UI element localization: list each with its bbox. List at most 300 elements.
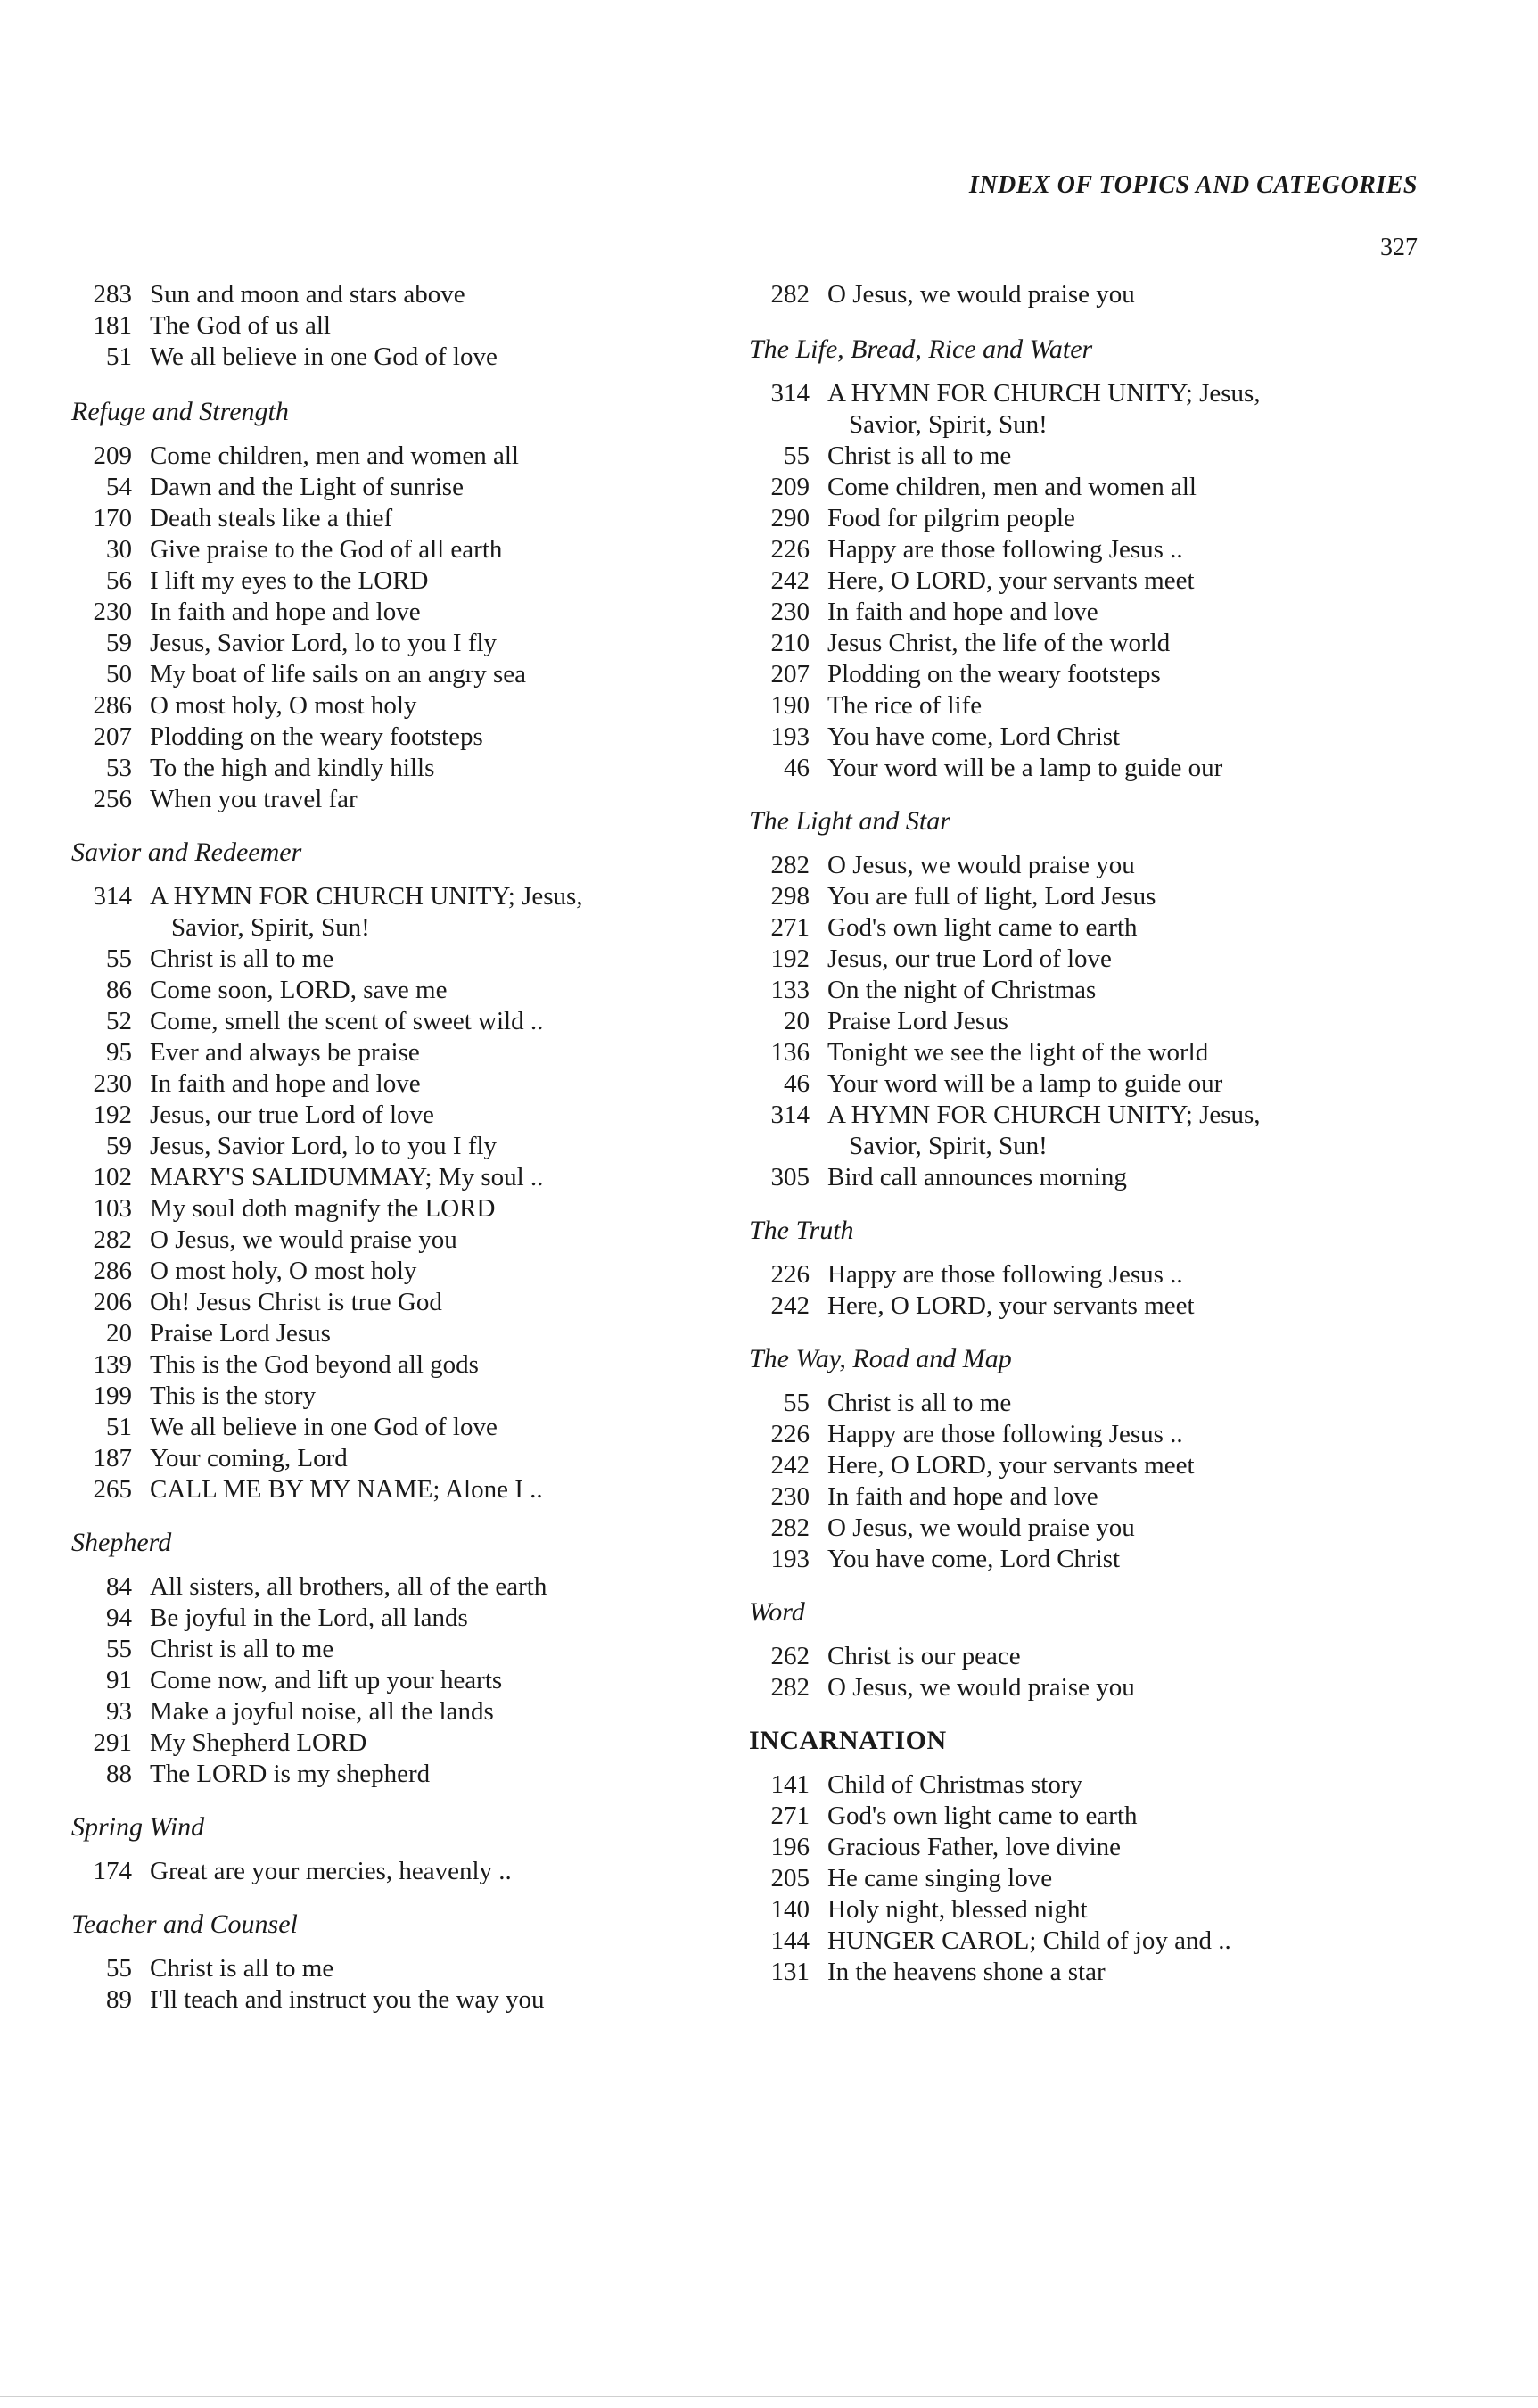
hymn-number: 291 xyxy=(93,1728,132,1757)
hymn-title xyxy=(827,1801,1373,1832)
index-entry xyxy=(71,784,695,815)
hymn-number: 305 xyxy=(770,1163,810,1192)
hymn-number: 190 xyxy=(770,691,810,720)
hymn-title xyxy=(150,1162,695,1193)
hymn-title-text: Christ is all to me xyxy=(150,1635,334,1663)
index-entry xyxy=(71,1571,695,1603)
index-entry xyxy=(749,378,1373,441)
index-entry xyxy=(749,881,1373,912)
index-entry xyxy=(749,628,1373,659)
hymn-number: 95 xyxy=(106,1038,132,1067)
index-entry xyxy=(749,753,1373,784)
hymn-title xyxy=(150,1603,695,1634)
hymn-number: 52 xyxy=(106,1007,132,1035)
topic-section xyxy=(71,833,695,1505)
hymn-number: 230 xyxy=(770,598,810,626)
hymn-number: 230 xyxy=(770,1482,810,1511)
hymn-number: 174 xyxy=(93,1857,132,1885)
hymn-number: 46 xyxy=(784,1069,810,1098)
hymn-title-text: Plodding on the weary footsteps xyxy=(827,660,1161,689)
index-entry xyxy=(71,944,695,975)
hymn-title-text: We all believe in one God of love xyxy=(150,342,498,371)
topic-section xyxy=(749,1721,1373,1988)
hymn-title-text: Here, O LORD, your servants meet xyxy=(827,1451,1195,1480)
hymn-title-text: A HYMN FOR CHURCH UNITY; Jesus, xyxy=(827,1101,1261,1129)
index-entry xyxy=(749,565,1373,597)
hymn-title xyxy=(150,1349,695,1381)
index-entry xyxy=(71,1759,695,1790)
section-heading: The Life, Bread, Rice and Water xyxy=(749,334,1093,364)
hymn-title xyxy=(827,378,1373,441)
section-heading: Teacher and Counsel xyxy=(71,1909,298,1939)
index-entry xyxy=(749,690,1373,722)
hymn-title xyxy=(827,279,1373,310)
index-entry xyxy=(71,1665,695,1696)
hymn-title-text: O Jesus, we would praise you xyxy=(150,1225,457,1254)
hymn-title xyxy=(827,1957,1373,1988)
index-entry xyxy=(71,597,695,628)
hymn-number: 192 xyxy=(770,944,810,973)
index-entry xyxy=(749,1450,1373,1481)
hymn-title-text: O Jesus, we would praise you xyxy=(827,1673,1135,1702)
hymn-title-text: Christ is our peace xyxy=(827,1642,1021,1670)
hymn-title-text: CALL ME BY MY NAME; Alone I .. xyxy=(150,1475,543,1504)
index-entry xyxy=(749,1641,1373,1672)
hymn-number: 46 xyxy=(784,754,810,782)
continued-entries xyxy=(71,279,695,373)
index-entry xyxy=(749,441,1373,472)
hymn-title xyxy=(150,1571,695,1603)
hymn-number: 298 xyxy=(770,882,810,911)
index-entry xyxy=(71,1984,695,2016)
hymn-number: 53 xyxy=(106,754,132,782)
index-entry xyxy=(71,1162,695,1193)
index-entry xyxy=(749,597,1373,628)
hymn-title-text: Jesus, Savior Lord, lo to you I fly xyxy=(150,1132,498,1160)
hymn-number: 282 xyxy=(770,1673,810,1702)
hymn-title xyxy=(827,1894,1373,1926)
hymn-title xyxy=(150,1759,695,1790)
hymn-title-text: Come soon, LORD, save me xyxy=(150,976,448,1004)
page-number: 327 xyxy=(1380,234,1418,261)
hymn-number: 139 xyxy=(93,1350,132,1379)
index-entry xyxy=(749,722,1373,753)
hymn-number: 196 xyxy=(770,1833,810,1861)
hymn-title-text: Christ is all to me xyxy=(150,1954,334,1983)
hymn-title xyxy=(827,534,1373,565)
hymn-title xyxy=(827,1769,1373,1801)
index-entry xyxy=(71,503,695,534)
hymn-title-text: In faith and hope and love xyxy=(150,1069,421,1098)
hymn-title xyxy=(150,659,695,690)
index-entry xyxy=(71,472,695,503)
hymn-title xyxy=(150,342,695,373)
topic-section xyxy=(749,1211,1373,1322)
hymn-title-text: Praise Lord Jesus xyxy=(150,1319,331,1348)
index-entry xyxy=(71,975,695,1006)
hymn-number: 226 xyxy=(770,535,810,564)
hymn-title xyxy=(150,1131,695,1162)
hymn-number: 207 xyxy=(770,660,810,689)
hymn-title xyxy=(827,503,1373,534)
hymn-title xyxy=(827,912,1373,944)
index-entry xyxy=(749,1291,1373,1322)
hymn-title-text: I'll teach and instruct you the way you xyxy=(150,1985,545,2014)
hymn-title-text: Christ is all to me xyxy=(827,441,1012,470)
index-entry xyxy=(71,1443,695,1474)
hymn-number: 94 xyxy=(106,1604,132,1632)
hymn-title xyxy=(827,628,1373,659)
topic-section xyxy=(71,392,695,815)
hymn-number: 230 xyxy=(93,598,132,626)
hymn-title-text: Your word will be a lamp to guide our xyxy=(827,1069,1223,1098)
hymn-number: 199 xyxy=(93,1381,132,1410)
hymn-number: 91 xyxy=(106,1666,132,1695)
hymn-number: 141 xyxy=(770,1770,810,1799)
hymn-title xyxy=(827,1832,1373,1863)
hymn-title xyxy=(827,659,1373,690)
hymn-title xyxy=(827,975,1373,1006)
hymn-title-text: Jesus, Savior Lord, lo to you I fly xyxy=(150,629,498,657)
hymn-title xyxy=(827,881,1373,912)
hymn-title xyxy=(827,1513,1373,1544)
hymn-title-text: You have come, Lord Christ xyxy=(827,722,1121,751)
hymn-number: 56 xyxy=(106,566,132,595)
hymn-title-text: When you travel far xyxy=(150,785,358,813)
hymn-title xyxy=(150,1068,695,1100)
index-entry xyxy=(71,1225,695,1256)
hymn-title xyxy=(150,1728,695,1759)
index-entry xyxy=(749,1769,1373,1801)
hymn-title-text: Plodding on the weary footsteps xyxy=(150,722,483,751)
hymn-title xyxy=(150,1665,695,1696)
hymn-title xyxy=(827,850,1373,881)
hymn-number: 55 xyxy=(784,1389,810,1417)
index-entry xyxy=(749,1068,1373,1100)
hymn-title-text: Christ is all to me xyxy=(827,1389,1012,1417)
hymn-title xyxy=(827,1641,1373,1672)
hymn-number: 93 xyxy=(106,1697,132,1726)
hymn-number: 59 xyxy=(106,1132,132,1160)
hymn-title-text: You are full of light, Lord Jesus xyxy=(827,882,1156,911)
index-entry xyxy=(749,1863,1373,1894)
index-entry xyxy=(71,1634,695,1665)
index-entry xyxy=(71,690,695,722)
index-entry xyxy=(71,1603,695,1634)
hymn-number: 242 xyxy=(770,1451,810,1480)
hymn-title xyxy=(827,1450,1373,1481)
hymn-title xyxy=(150,628,695,659)
index-entry xyxy=(71,1131,695,1162)
section-heading: Shepherd xyxy=(71,1528,172,1557)
hymn-number: 51 xyxy=(106,1413,132,1441)
index-entry xyxy=(749,912,1373,944)
hymn-number: 84 xyxy=(106,1572,132,1601)
hymn-title xyxy=(827,722,1373,753)
hymn-number: 242 xyxy=(770,1291,810,1320)
hymn-title-text: Jesus, our true Lord of love xyxy=(150,1101,434,1129)
index-entry xyxy=(749,1162,1373,1193)
hymn-title-text: Tonight we see the light of the world xyxy=(827,1038,1209,1067)
hymn-title-text: He came singing love xyxy=(827,1864,1053,1893)
index-entry xyxy=(749,1037,1373,1068)
hymn-title-text: O Jesus, we would praise you xyxy=(827,1513,1135,1542)
hymn-number: 192 xyxy=(93,1101,132,1129)
hymn-title-text: My Shepherd LORD xyxy=(150,1728,367,1757)
hymn-title-text: Make a joyful noise, all the lands xyxy=(150,1697,494,1726)
hymn-title xyxy=(150,472,695,503)
section-heading: INCARNATION xyxy=(749,1726,947,1755)
right-column xyxy=(749,279,1373,2006)
hymn-number: 290 xyxy=(770,504,810,532)
topic-section xyxy=(71,1523,695,1790)
hymn-title xyxy=(150,784,695,815)
hymn-title-text: God's own light came to earth xyxy=(827,1802,1138,1830)
hymn-title-text: Be joyful in the Lord, all lands xyxy=(150,1604,468,1632)
hymn-title xyxy=(827,1291,1373,1322)
index-entry xyxy=(71,1100,695,1131)
hymn-number: 271 xyxy=(770,1802,810,1830)
hymn-title xyxy=(827,1544,1373,1575)
hymn-title xyxy=(827,472,1373,503)
hymn-title xyxy=(150,1443,695,1474)
hymn-title-text: Come, smell the scent of sweet wild .. xyxy=(150,1007,544,1035)
hymn-title-text: My boat of life sails on an angry sea xyxy=(150,660,527,689)
hymn-title xyxy=(150,441,695,472)
topic-section xyxy=(749,1593,1373,1703)
hymn-title xyxy=(150,503,695,534)
index-entry xyxy=(71,1256,695,1287)
index-entry xyxy=(71,1037,695,1068)
index-entry xyxy=(71,1412,695,1443)
index-entry xyxy=(71,1381,695,1412)
hymn-title xyxy=(150,1412,695,1443)
hymn-number: 55 xyxy=(106,1635,132,1663)
index-entry xyxy=(749,279,1373,310)
hymn-title xyxy=(827,1388,1373,1419)
hymn-title xyxy=(150,279,695,310)
index-entry xyxy=(749,944,1373,975)
hymn-number: 51 xyxy=(106,342,132,371)
hymn-title xyxy=(150,1318,695,1349)
hymn-title-text: All sisters, all brothers, all of the earth xyxy=(150,1572,547,1601)
index-entry xyxy=(71,565,695,597)
hymn-title xyxy=(150,1193,695,1225)
index-entry xyxy=(749,850,1373,881)
hymn-title-text: MARY'S SALIDUMMAY; My soul .. xyxy=(150,1163,544,1192)
hymn-title xyxy=(827,1037,1373,1068)
hymn-title-text: On the night of Christmas xyxy=(827,976,1097,1004)
hymn-number: 170 xyxy=(93,504,132,532)
index-entry xyxy=(71,441,695,472)
hymn-title xyxy=(150,534,695,565)
hymn-number: 193 xyxy=(770,1545,810,1573)
hymn-title-text: HUNGER CAROL; Child of joy and .. xyxy=(827,1926,1231,1955)
hymn-title-text: Praise Lord Jesus xyxy=(827,1007,1008,1035)
index-entry xyxy=(71,1856,695,1887)
hymn-title-text: Come children, men and women all xyxy=(827,473,1197,501)
hymn-number: 54 xyxy=(106,473,132,501)
index-entry xyxy=(71,1474,695,1505)
hymn-title xyxy=(150,565,695,597)
hymn-number: 286 xyxy=(93,1257,132,1285)
hymn-title xyxy=(150,1953,695,1984)
hymn-title-text: O Jesus, we would praise you xyxy=(827,280,1135,309)
hymn-title-text: Sun and moon and stars above xyxy=(150,280,465,309)
hymn-title xyxy=(827,944,1373,975)
hymn-title-text: In faith and hope and love xyxy=(827,598,1098,626)
hymn-number: 314 xyxy=(770,379,810,408)
index-entry xyxy=(749,1513,1373,1544)
index-entry xyxy=(749,1832,1373,1863)
hymn-title xyxy=(827,1481,1373,1513)
hymn-title xyxy=(150,1696,695,1728)
hymn-title-text: God's own light came to earth xyxy=(827,913,1138,942)
index-entry xyxy=(749,1926,1373,1957)
hymn-number: 226 xyxy=(770,1260,810,1289)
index-entry xyxy=(749,1544,1373,1575)
hymn-number: 256 xyxy=(93,785,132,813)
index-entry xyxy=(749,472,1373,503)
hymn-title xyxy=(150,1037,695,1068)
hymn-title-text: O most holy, O most holy xyxy=(150,691,417,720)
hymn-title xyxy=(827,1162,1373,1193)
hymn-number: 262 xyxy=(770,1642,810,1670)
hymn-title-text: Dawn and the Light of sunrise xyxy=(150,473,464,501)
hymn-title xyxy=(150,597,695,628)
index-entry xyxy=(71,628,695,659)
index-entry xyxy=(71,1953,695,1984)
index-entry xyxy=(71,1318,695,1349)
index-entry xyxy=(71,722,695,753)
hymn-number: 210 xyxy=(770,629,810,657)
index-entry xyxy=(71,534,695,565)
hymn-title-text: Oh! Jesus Christ is true God xyxy=(150,1288,442,1316)
hymn-title xyxy=(150,310,695,342)
index-entry xyxy=(749,1100,1373,1162)
hymn-title xyxy=(150,722,695,753)
hymn-number: 206 xyxy=(93,1288,132,1316)
hymn-title xyxy=(150,1634,695,1665)
hymn-title-text: Christ is all to me xyxy=(150,944,334,973)
hymn-title xyxy=(827,441,1373,472)
hymn-title xyxy=(150,1984,695,2016)
hymn-title-text: Come now, and lift up your hearts xyxy=(150,1666,503,1695)
hymn-title-text: The rice of life xyxy=(827,691,983,720)
hymn-title xyxy=(827,1863,1373,1894)
topic-section xyxy=(749,330,1373,784)
hymn-title xyxy=(150,1100,695,1131)
hymn-title-text: This is the story xyxy=(150,1381,317,1410)
topic-section xyxy=(749,802,1373,1193)
index-entry xyxy=(71,659,695,690)
hymn-title xyxy=(827,597,1373,628)
hymn-title xyxy=(150,1256,695,1287)
index-entry xyxy=(71,881,695,944)
hymn-title xyxy=(150,944,695,975)
hymn-title-text: Here, O LORD, your servants meet xyxy=(827,1291,1195,1320)
hymn-title xyxy=(150,1856,695,1887)
hymn-title xyxy=(150,1287,695,1318)
hymn-title xyxy=(150,690,695,722)
index-entry xyxy=(71,279,695,310)
index-entry xyxy=(749,503,1373,534)
hymn-title xyxy=(827,690,1373,722)
index-entry xyxy=(71,1349,695,1381)
continued-entries xyxy=(749,279,1373,310)
index-entry xyxy=(71,753,695,784)
index-entry xyxy=(749,659,1373,690)
hymn-title xyxy=(827,1672,1373,1703)
hymn-number: 133 xyxy=(770,976,810,1004)
hymn-title-text: Give praise to the God of all earth xyxy=(150,535,503,564)
index-entry xyxy=(749,1419,1373,1450)
hymn-number: 88 xyxy=(106,1760,132,1788)
hymn-title xyxy=(827,1259,1373,1291)
hymn-number: 136 xyxy=(770,1038,810,1067)
hymn-title-text: Gracious Father, love divine xyxy=(827,1833,1122,1861)
hymn-number: 226 xyxy=(770,1420,810,1448)
hymn-number: 282 xyxy=(770,851,810,879)
hymn-title-text: Death steals like a thief xyxy=(150,504,393,532)
index-entry xyxy=(749,1481,1373,1513)
hymn-title-continuation: Savior, Spirit, Sun! xyxy=(849,410,1048,439)
hymn-number: 242 xyxy=(770,566,810,595)
hymn-title xyxy=(150,1474,695,1505)
hymn-title-continuation: Savior, Spirit, Sun! xyxy=(849,1132,1048,1160)
hymn-number: 144 xyxy=(770,1926,810,1955)
hymn-title-text: Come children, men and women all xyxy=(150,441,519,470)
hymn-title-text: The God of us all xyxy=(150,311,331,340)
hymn-number: 20 xyxy=(784,1007,810,1035)
hymn-number: 314 xyxy=(93,882,132,911)
hymn-number: 282 xyxy=(93,1225,132,1254)
hymn-title xyxy=(150,753,695,784)
hymn-number: 205 xyxy=(770,1864,810,1893)
hymn-number: 55 xyxy=(106,1954,132,1983)
hymn-title-text: Your coming, Lord xyxy=(150,1444,348,1472)
hymn-title xyxy=(150,1006,695,1037)
index-entry xyxy=(71,342,695,373)
topic-section xyxy=(71,1808,695,1887)
hymn-title xyxy=(150,881,695,944)
hymn-title xyxy=(827,1006,1373,1037)
index-entry xyxy=(71,1728,695,1759)
hymn-number: 209 xyxy=(93,441,132,470)
hymn-title-text: A HYMN FOR CHURCH UNITY; Jesus, xyxy=(827,379,1261,408)
hymn-title-text: Jesus Christ, the life of the world xyxy=(827,629,1171,657)
hymn-title-text: Happy are those following Jesus .. xyxy=(827,1420,1183,1448)
hymn-title-text: Food for pilgrim people xyxy=(827,504,1075,532)
hymn-number: 271 xyxy=(770,913,810,942)
hymn-title-text: Great are your mercies, heavenly .. xyxy=(150,1857,512,1885)
hymn-title-text: Holy night, blessed night xyxy=(827,1895,1088,1924)
hymn-number: 230 xyxy=(93,1069,132,1098)
index-entry xyxy=(71,310,695,342)
hymn-number: 86 xyxy=(106,976,132,1004)
index-entry xyxy=(71,1287,695,1318)
bottom-rule xyxy=(0,2396,1538,2397)
hymn-title-text: Ever and always be praise xyxy=(150,1038,420,1067)
index-entry xyxy=(749,1259,1373,1291)
index-entry xyxy=(749,1801,1373,1832)
hymn-title-text: This is the God beyond all gods xyxy=(150,1350,479,1379)
hymn-number: 187 xyxy=(93,1444,132,1472)
hymn-title-text: A HYMN FOR CHURCH UNITY; Jesus, xyxy=(150,882,583,911)
topic-section xyxy=(749,1340,1373,1575)
hymn-number: 102 xyxy=(93,1163,132,1192)
hymn-title xyxy=(827,1419,1373,1450)
